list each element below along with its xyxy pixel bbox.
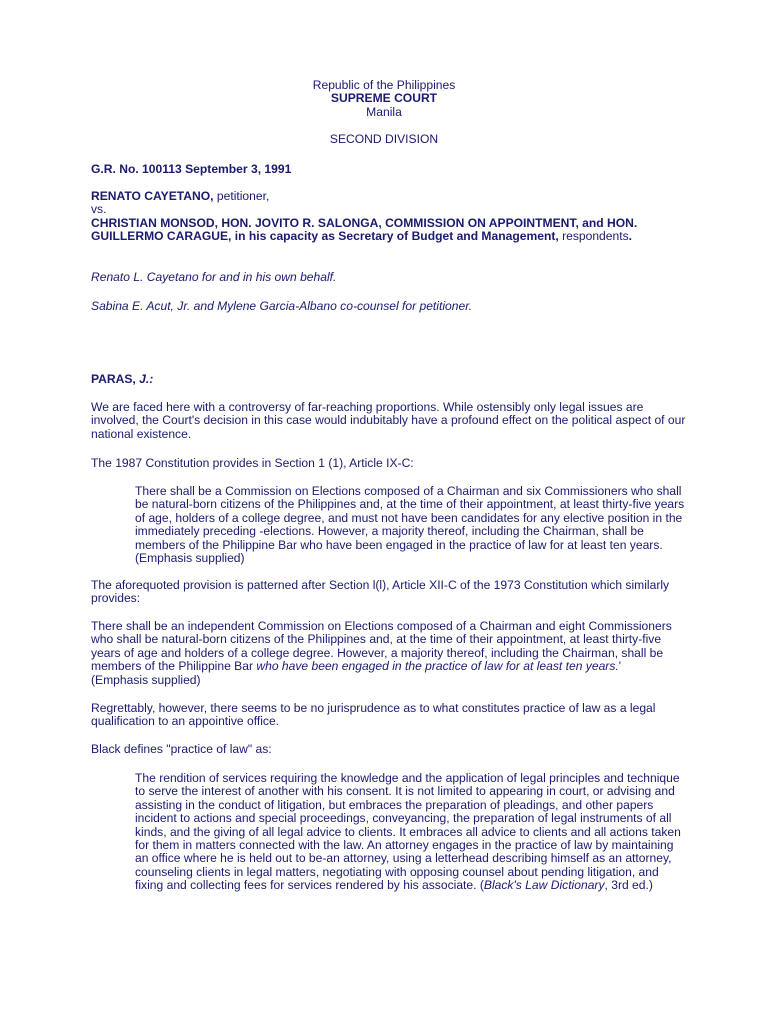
header-block: [0, 79, 768, 119]
counsel-text-1: Renato L. Cayetano for and in his own behalf.: [91, 270, 337, 284]
versus: vs.: [91, 202, 107, 217]
paragraph-4: Regrettably, however, there seems to be no jurisprudence as to what constitutes practice of law as a legal qualification to an appointive office.: [91, 701, 656, 729]
division-heading: SECOND DIVISION: [329, 132, 439, 146]
city-line: Manila: [366, 104, 402, 119]
case-parties: [91, 190, 661, 244]
paragraph-3: The aforequoted provision is patterned after Section l(l), Article XII-C of the 1973 Constitution which similarly provides:: [91, 578, 670, 606]
case-number: [91, 163, 691, 176]
court-name: SUPREME COURT: [330, 91, 438, 106]
republic-line: Republic of the Philippines: [312, 78, 456, 92]
paragraph-1: We are faced here with a controversy of far-reaching proportions. While ostensibly only legal issues are involved, the Court's decision in this case would indubitably have a profound effect on the political aspect of our national existence.: [91, 400, 686, 441]
paragraph-5: Black defines "practice of law" as:: [91, 742, 272, 756]
quote-2-text: There shall be an independent Commission on Elections composed of a Chairman and eight Commissioners who shall be natural-born citizens of the Philippines and, at the time of their appointment, at least thirty-five years of age and holders of a college degree. However, a majority thereof, including the Chairman, shall be members of the Philippine Bar: [91, 619, 672, 674]
quote-2-emphasis: who have been engaged in the practice of law for at least ten years.: [256, 659, 619, 674]
author-title: J.:: [139, 372, 154, 386]
paragraph-2: The 1987 Constitution provides in Section 1 (1), Article IX-C:: [91, 456, 414, 470]
quote-2-end: ' (Emphasis supplied): [91, 659, 622, 687]
counsel-text-2: Sabina E. Acut, Jr. and Mylene Garcia-Albano co-counsel for petitioner.: [91, 299, 473, 313]
counsel-line-1: [91, 271, 691, 284]
quote-3: [135, 772, 685, 893]
petitioner-name: RENATO CAYETANO,: [91, 189, 214, 203]
quote-1: There shall be a Commission on Elections composed of a Chairman and six Commissioners who shall be natural-born citizens of the Philippines and, at the time of their appointment, at least thirty-five years of age, holders of a college degree, and must not have been candidates for any elective position in the immediately preceding -elections. However, a majority thereof, including the Chairman, shall be members of the Philippine Bar who have been engaged in the practice of law for at least ten years. (Emphasis supplied): [135, 484, 685, 566]
petitioner-role: petitioner,: [213, 189, 270, 203]
respondents-end: .: [628, 229, 633, 244]
author-line: [91, 373, 691, 386]
quote-2: [91, 620, 681, 687]
counsel-line-2: [91, 300, 691, 313]
quote-3-source: Black's Law Dictionary: [483, 878, 605, 893]
author-name: PARAS,: [91, 372, 140, 386]
quote-3-end: , 3rd ed.): [604, 878, 653, 893]
respondents-role: respondents: [558, 229, 629, 244]
quote-3-text: The rendition of services requiring the knowledge and the application of legal principles and technique to serve the interest of another with his consent. It is not limited to appearing in court, or advising and assisting in the conduct of litigation, but embraces the preparation of pleadings, and other papers incident to actions and special proceedings, conveyancing, the preparation of legal instruments of all kinds, and the giving of all legal advice to clients. It embraces all advice to clients and all actions taken for them in matters connected with the law. An attorney engages in the practice of law by maintaining an office where he is held out to be-an attorney, using a letterhead describing himself as an attorney, counseling clients in legal matters, negotiating with opposing counsel about pending litigation, and fixing and collecting fees for services rendered by his associate. (: [135, 771, 681, 893]
case-number-text: G.R. No. 100113 September 3, 1991: [91, 162, 292, 176]
respondents-names: CHRISTIAN MONSOD, HON. JOVITO R. SALONGA, COMMISSION ON APPOINTMENT, and HON. GUILLERMO CARAGUE, in his capacity as Secretary of Budget and Management,: [91, 215, 638, 244]
